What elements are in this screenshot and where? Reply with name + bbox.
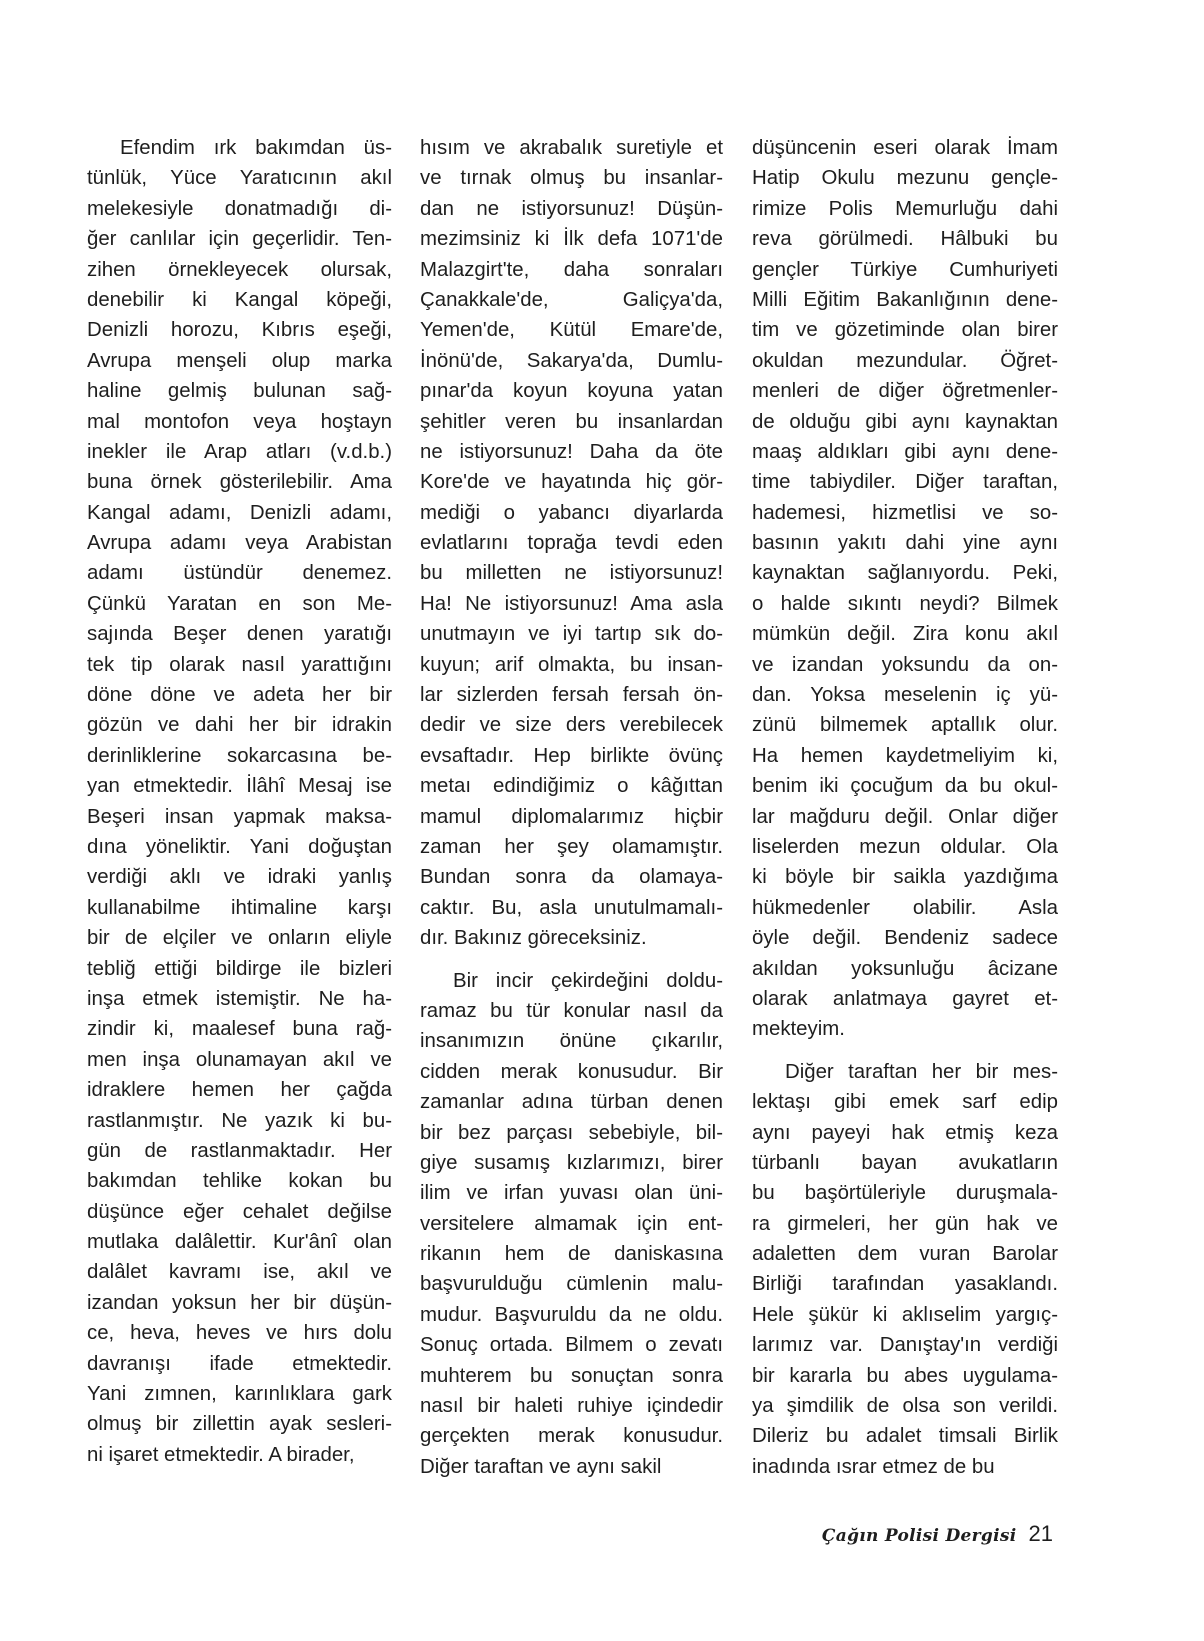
text-line: mümkün değil. Zira konu akıl [752,623,1058,646]
text-line: basının yakıtı dahi yine aynı [752,532,1058,555]
text-line: zihen örnekleyecek olursak, [87,258,392,281]
text-line: Bir incir çekirdeğini doldu- [453,969,723,992]
text-line: akıldan yoksunluğu âcizane [752,957,1058,980]
text-line: haline gelmiş bulunan sağ- [87,380,392,403]
text-line: Kore'de ve hayatında hiç gör- [420,471,723,494]
text-line: mezimsiniz ki İlk defa 1071'de [420,228,723,251]
text-line: ki böyle bir saikla yazdığıma [752,866,1058,889]
text-line: Milli Eğitim Bakanlığının dene- [752,288,1058,311]
text-line: ne istiyorsunuz! Daha da öte [420,440,723,463]
text-line: men inşa olunamayan akıl ve [87,1048,392,1071]
text-line: inadında ısrar etmez de bu [752,1455,995,1478]
text-line: tünlük, Yüce Yaratıcının akıl [87,167,392,190]
text-column-2 [420,133,723,1482]
text-line: Yemen'de, Kütül Emare'de, [420,319,723,342]
text-line: buna örnek gösterilebilir. Ama [87,471,392,494]
text-line: mutlaka dalâlettir. Kur'ânî olan [87,1231,392,1254]
text-line: Diğer taraftan ve aynı sakil [420,1455,662,1478]
text-line: versitelere almamak için ent- [420,1212,723,1235]
text-line: olmuş bir zillettin ayak sesleri- [87,1413,392,1436]
text-line: tek tip olarak nasıl yarattığını [87,653,392,676]
text-line: dedir ve size ders verebilecek [420,714,723,737]
text-line: Beşeri insan yapmak maksa- [87,805,392,828]
text-line: kullanabilme ihtimaline karşı [87,896,392,919]
text-line: düşüncenin eseri olarak İmam [752,137,1058,159]
text-line: ve izandan yoksundu da on- [752,653,1058,676]
text-line: Denizli horozu, Kıbrıs eşeği, [87,319,392,342]
text-line: inekler ile Arap atları (v.d.b.) [87,440,392,463]
text-line: zünü bilmemek aptallık olur. [752,714,1058,737]
text-line: okuldan mezundular. Öğret- [752,349,1058,372]
paragraph [420,966,723,1483]
text-line: o halde sıkıntı neydi? Bilmek [752,592,1058,615]
text-line: rimize Polis Memurluğu dahi [752,197,1058,220]
text-line: tim ve gözetiminde olan birer [752,319,1058,342]
text-line: ni işaret etmektedir. A birader, [87,1443,355,1466]
text-line: muhterem bu sonuçtan sonra [420,1364,723,1387]
text-line: ya şimdilik de olsa son verildi. [752,1395,1058,1418]
text-line: ra girmeleri, her gün hak ve [752,1212,1058,1235]
text-line: olarak anlatmaya gayret et- [752,987,1058,1010]
text-line: rastlanmıştır. Ne yazık ki bu- [87,1109,392,1132]
text-line: benim iki çocuğum da bu okul- [752,775,1058,798]
text-line: dalâlet kavramı ise, akıl ve [87,1261,392,1284]
text-line: liselerden mezun oldular. Ola [752,835,1058,858]
text-line: derinliklerine sokarcasına be- [87,744,392,767]
text-line: pınar'da koyun koyuna yatan [420,380,723,403]
text-line: düşünce eğer cehalet değilse [87,1200,392,1223]
text-line: nasıl bir haleti ruhiye içindedir [420,1395,723,1418]
text-line: hükmedenler olabilir. Asla [752,896,1058,919]
text-line: mekteyim. [752,1018,845,1041]
text-line: lar sizlerden fersah fersah ön- [420,684,723,707]
text-line: Birliği tarafından yasaklandı. [752,1273,1058,1296]
text-line: inşa etmek istemiştir. Ne ha- [87,987,392,1010]
text-line: Bundan sonra da olamaya- [420,866,723,889]
text-line: aynı payeyi hak etmiş keza [752,1121,1058,1144]
text-line: tebliğ ettiği bildirge ile bizleri [87,957,392,980]
text-line: bir kararla bu abes uygulama- [752,1364,1058,1387]
text-line: bir de elçiler ve onların eliyle [87,927,392,950]
text-line: Ha! Ne istiyorsunuz! Ama asla [420,592,723,615]
text-line: mamul diplomalarımız hiçbir [420,805,723,828]
text-line: Çanakkale'de, Galiçya'da, [420,288,723,311]
text-line: mal montofon veya hoştayn [87,410,392,433]
text-column-3 [752,133,1058,1482]
text-line: mediği o yabancı diyarlarda [420,501,723,524]
text-line: Dileriz bu adalet timsali Birlik [752,1425,1058,1448]
text-line: zaman her şey olamamıştır. [420,835,723,858]
page-footer [822,1521,1053,1547]
text-line: time tabiydiler. Diğer taraftan, [752,471,1058,494]
text-line: denebilir ki Kangal köpeği, [87,288,392,311]
text-line: dına yöneliktir. Yani doğuştan [87,835,392,858]
text-line: Malazgirt'te, daha sonraları [420,258,723,281]
text-line: gerçekten merak konusudur. [420,1425,723,1448]
text-line: yan etmektedir. İlâhî Mesaj ise [87,775,392,798]
text-line: zamanlar adına türban denen [420,1091,723,1114]
text-line: maaş aldıkları gibi aynı dene- [752,440,1058,463]
text-line: Kangal adamı, Denizli adamı, [87,501,392,524]
text-line: zindir ki, maalesef buna rağ- [87,1018,392,1041]
text-line: türbanlı bayan avukatların [752,1151,1058,1174]
text-line: Hatip Okulu mezunu gençle- [752,167,1058,190]
text-line: adaletten dem vuran Barolar [752,1243,1058,1266]
text-line: kuyun; arif olmakta, bu insan- [420,653,723,676]
text-line: gözün ve dahi her bir idrakin [87,714,392,737]
paragraph [420,133,723,954]
journal-name: Çağın Polisi Dergisi [821,1526,1017,1546]
text-line: dan. Yoksa meselenin iç yü- [752,684,1058,707]
text-line: unutmayın ve iyi tartıp sık do- [420,623,723,646]
text-line: Hele şükür ki aklıselim yargıç- [752,1303,1058,1326]
text-line: Yani zımnen, karınlıklara gark [87,1383,392,1406]
text-line: ve tırnak olmuş bu insanlar- [420,167,723,190]
text-line: öyle değil. Bendeniz sadece [752,927,1058,950]
text-line: dır. Bakınız göreceksiniz. [420,927,647,950]
text-line: evsaftadır. Hep birlikte övünç [420,744,723,767]
text-line: bu başörtüleriyle duruşmala- [752,1182,1058,1205]
text-line: hısım ve akrabalık suretiyle et [420,137,723,159]
text-line: caktır. Bu, asla unutulmamalı- [420,896,723,919]
text-line: evlatlarını toprağa tevdi eden [420,532,723,555]
text-line: metaı edindiğimiz o kâğıttan [420,775,723,798]
text-line: bir bez parçası sebebiyle, bil- [420,1121,723,1144]
text-line: dan ne istiyorsunuz! Düşün- [420,197,723,220]
text-line: idraklere hemen her çağda [87,1079,392,1102]
text-line: verdiği aklı ve idraki yanlış [87,866,392,889]
page-number: 21 [1028,1521,1053,1546]
text-line: reva görülmedi. Hâlbuki bu [752,228,1058,251]
text-line: melekesiyle donatmadığı di- [87,197,392,220]
text-line: mudur. Başvuruldu da ne oldu. [420,1303,723,1326]
text-line: insanımızın önüne çıkarılır, [420,1030,723,1053]
text-line: ce, heva, heves ve hırs dolu [87,1322,392,1345]
text-line: rikanın hem de daniskasına [420,1243,723,1266]
text-line: larımız var. Danıştay'ın verdiği [752,1334,1058,1357]
text-line: gün de rastlanmaktadır. Her [87,1139,392,1162]
text-line: menleri de diğer öğretmenler- [752,380,1058,403]
text-line: Efendim ırk bakımdan üs- [120,137,392,159]
paragraph [752,1057,1058,1482]
text-line: Avrupa menşeli olup marka [87,349,392,372]
text-line: hademesi, hizmetlisi ve so- [752,501,1058,524]
text-line: gençler Türkiye Cumhuriyeti [752,258,1058,281]
text-line: ilim ve irfan yuvası olan üni- [420,1182,723,1205]
text-line: döne döne ve adeta her bir [87,684,392,707]
text-line: lektaşı gibi emek sarf edip [752,1091,1058,1114]
text-line: Sonuç ortada. Bilmem o zevatı [420,1334,723,1357]
text-line: bu milletten ne istiyorsunuz! [420,562,723,585]
text-line: de olduğu gibi aynı kaynaktan [752,410,1058,433]
paragraph [752,133,1058,1045]
text-line: başvurulduğu cümlenin malu- [420,1273,723,1296]
text-line: Ha hemen kaydetmeliyim ki, [752,744,1058,767]
text-line: ğer canlılar için geçerlidir. Ten- [87,228,392,251]
text-line: İnönü'de, Sakarya'da, Dumlu- [420,349,723,372]
text-line: cidden merak konusudur. Bir [420,1060,723,1083]
text-line: izandan yoksun her bir düşün- [87,1291,392,1314]
text-line: sajında Beşer denen yaratığı [87,623,392,646]
paragraph [87,133,392,1470]
text-line: Diğer taraftan her bir mes- [785,1060,1058,1083]
text-line: bakımdan tehlike kokan bu [87,1170,392,1193]
text-line: davranışı ifade etmektedir. [87,1352,392,1375]
text-line: ramaz bu tür konular nasıl da [420,999,723,1022]
text-line: adamı üstündür denemez. [87,562,392,585]
text-line: giye susamış kızlarımızı, birer [420,1151,723,1174]
text-line: kaynaktan sağlanıyordu. Peki, [752,562,1058,585]
text-line: şehitler veren bu insanlardan [420,410,723,433]
text-line: Çünkü Yaratan en son Me- [87,592,392,615]
text-column-1 [87,133,392,1470]
text-line: Avrupa adamı veya Arabistan [87,532,392,555]
text-line: lar mağduru değil. Onlar diğer [752,805,1058,828]
